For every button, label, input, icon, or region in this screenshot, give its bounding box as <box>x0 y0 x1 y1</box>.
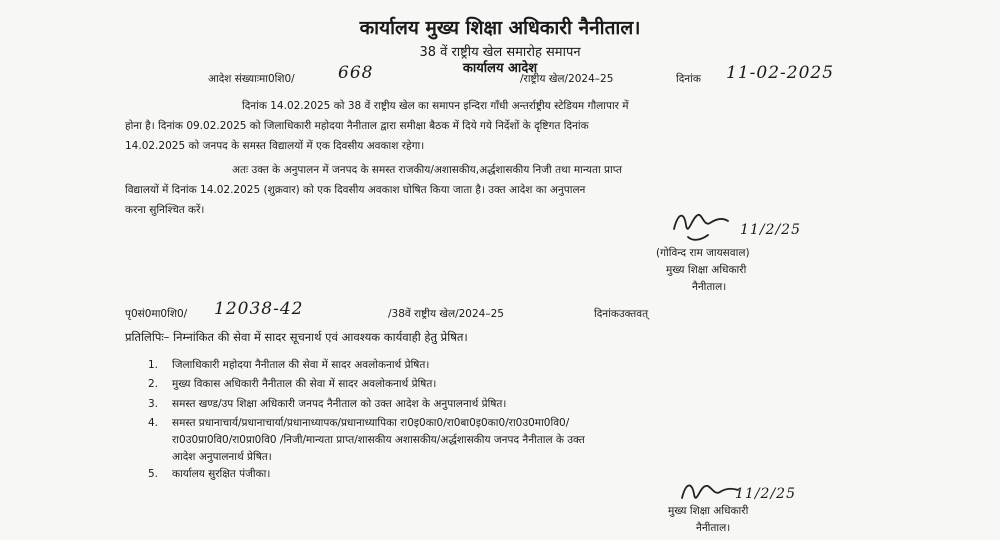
copy-number-handwritten: 12038-42 <box>214 299 304 319</box>
paragraph-1-line-2: होना है। दिनांक 09.02.2025 को जिलाधिकारी महोदया नैनीताल द्वारा समीक्षा बैठक में दिये गये निर्देशों के दृष्टिगत दिनांक <box>125 120 589 132</box>
list-item <box>148 376 436 393</box>
list-text: मुख्य विकास अधिकारी नैनीताल की सेवा में सादर अवलोकनार्थ प्रेषित। <box>172 378 437 390</box>
list-item-continuation: आदेश अनुपालनार्थ प्रेषित। <box>172 451 272 463</box>
list-number: 5. <box>148 468 159 480</box>
copy-intro: प्रतिलिपिः– निम्नांकित की सेवा में सादर सूचनार्थ एवं आवश्यक कार्यवाही हेतु प्रेषित। <box>125 330 468 344</box>
office-title: कार्यालय मुख्य शिक्षा अधिकारी नैनीताल। <box>359 17 641 39</box>
list-text: समस्त प्रधानाचार्य/प्रधानाचार्या/प्रधानाध्यापक/प्रधानाध्यापिका रा0इ0का0/रा0बा0इ0का0/रा0उ0मा0वि0/ <box>172 417 570 429</box>
officer-name: (गोविन्द राम जायसवाल) <box>656 247 750 259</box>
list-number: 1. <box>148 359 159 371</box>
signature-1-block <box>656 245 750 296</box>
paragraph-2-line-3: करना सुनिश्चित करें। <box>125 204 205 216</box>
list-number: 3. <box>148 398 159 410</box>
order-heading: कार्यालय आदेश <box>462 61 538 76</box>
officer-designation: मुख्य शिक्षा अधिकारी <box>666 264 747 276</box>
signature-1-date: 11/2/25 <box>740 222 801 238</box>
officer-place: नैनीताल। <box>692 281 727 293</box>
order-number-handwritten: 668 <box>338 63 374 83</box>
paragraph-2-line-2: विद्यालयों में दिनांक 14.02.2025 (शुक्रवार) को एक दिवसीय अवकाश घोषित किया जाता है। उक्त आदेश का अनुपालन <box>125 184 586 196</box>
signature-2-block <box>668 503 748 537</box>
order-number-suffix: /राष्ट्रीय खेल/2024–25 <box>520 73 614 85</box>
list-item <box>148 357 429 374</box>
list-text: जिलाधिकारी महोदया नैनीताल की सेवा में सादर अवलोकनार्थ प्रेषित। <box>172 359 430 371</box>
copy-number-prefix: पृ0सं0मा0शि0/ <box>125 308 188 320</box>
order-date-handwritten: 11-02-2025 <box>726 63 835 83</box>
signature-2-date: 11/2/25 <box>735 486 796 502</box>
paragraph-1-line-3: 14.02.2025 को जनपद के समस्त विद्यालयों में एक दिवसीय अवकाश रहेगा। <box>125 140 425 152</box>
list-item-continuation: रा0उ0प्रा0वि0/रा0प्रा0वि0 /निजी/मान्यता प्राप्त/शासकीय अशासकीय/अर्द्धशासकीय जनपद नैनीताल के उक्त <box>172 434 585 446</box>
order-number-prefix: आदेश संख्याःमा0शि0/ <box>208 73 295 85</box>
copy-date: दिनांकउक्तवत् <box>594 308 649 320</box>
list-item <box>148 466 270 483</box>
list-number: 2. <box>148 378 159 390</box>
paragraph-2-line-1: अतः उक्त के अनुपालन में जनपद के समस्त राजकीय/अशासकीय,अर्द्धशासकीय निजी तथा मान्यता प्राप्त <box>232 164 622 176</box>
list-number: 4. <box>148 417 159 429</box>
list-text: कार्यालय सुरक्षित पंजीका। <box>172 468 271 480</box>
list-item <box>148 396 506 413</box>
order-date-label: दिनांक <box>676 73 701 85</box>
officer-designation-2: मुख्य शिक्षा अधिकारी <box>668 505 749 517</box>
copy-number-suffix: /38वें राष्ट्रीय खेल/2024–25 <box>388 308 504 320</box>
paragraph-1-line-1: दिनांक 14.02.2025 को 38 वें राष्ट्रीय खेल का समापन इन्दिरा गाँधी अन्तर्राष्ट्रीय स्टेडियम गौलापार में <box>242 100 629 112</box>
subject-line: 38 वें राष्ट्रीय खेल समारोह समापन <box>419 45 581 60</box>
list-item <box>148 415 569 432</box>
list-text: समस्त खण्ड/उप शिक्षा अधिकारी जनपद नैनीताल को उक्त आदेश के अनुपालनार्थ प्रेषित। <box>172 398 507 410</box>
officer-place-2: नैनीताल। <box>696 522 731 534</box>
